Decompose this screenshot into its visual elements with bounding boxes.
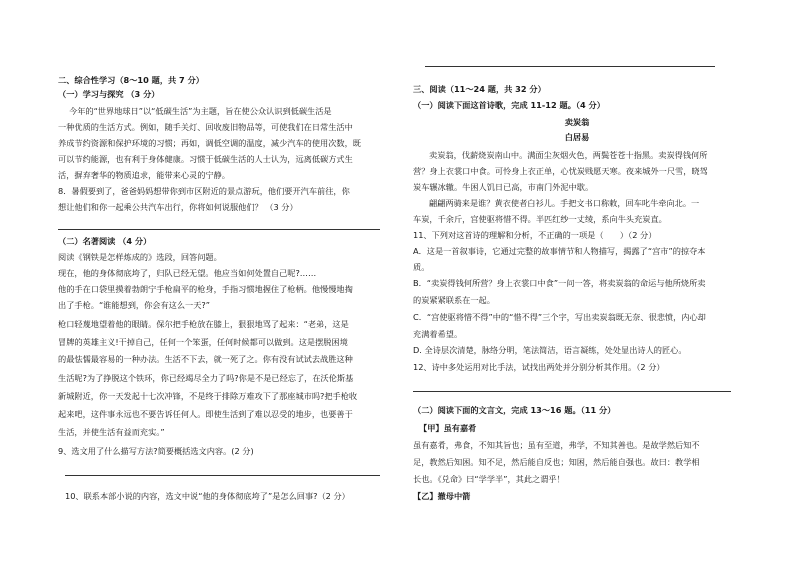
answer-line [58, 229, 380, 230]
question-10: 10、联系本部小说的内容，选文中说“他的身体彻底垮了”是怎么回事?（2 分） [65, 491, 350, 501]
answer-line [65, 475, 380, 476]
poem-title: 卖炭翁 [564, 117, 590, 127]
answer-line [425, 66, 715, 67]
poem-author: 白居易 [564, 132, 590, 142]
question-12: 12、诗中多处运用对比手法，试找出两处并分别分析其作用。（2 分） [413, 362, 665, 372]
passage-jia-title: 【甲】虽有嘉肴 [419, 423, 477, 433]
question-9: 9、选文用了什么描写方法?简要概括选文内容。(2 分) [58, 446, 254, 456]
section-3-title: 三、阅读（11～24 题，共 32 分） [413, 84, 546, 94]
subsection-classical-title: （二）阅读下面的文言文，完成 13～16 题。（11 分） [413, 405, 616, 415]
subsection-classics-title: （二）名著阅读 （4 分） [58, 236, 152, 246]
subsection-study-title: （一）学习与探究 （3 分） [58, 89, 160, 99]
answer-line [413, 391, 731, 392]
subsection-poem-title: （一）阅读下面这首诗歌，完成 11-12 题。（4 分） [413, 100, 605, 110]
section-2-title: 二、综合性学习（8～10 题，共 7 分） [58, 75, 204, 85]
passage-yi-title: 【乙】撤母中箭 [413, 491, 471, 501]
